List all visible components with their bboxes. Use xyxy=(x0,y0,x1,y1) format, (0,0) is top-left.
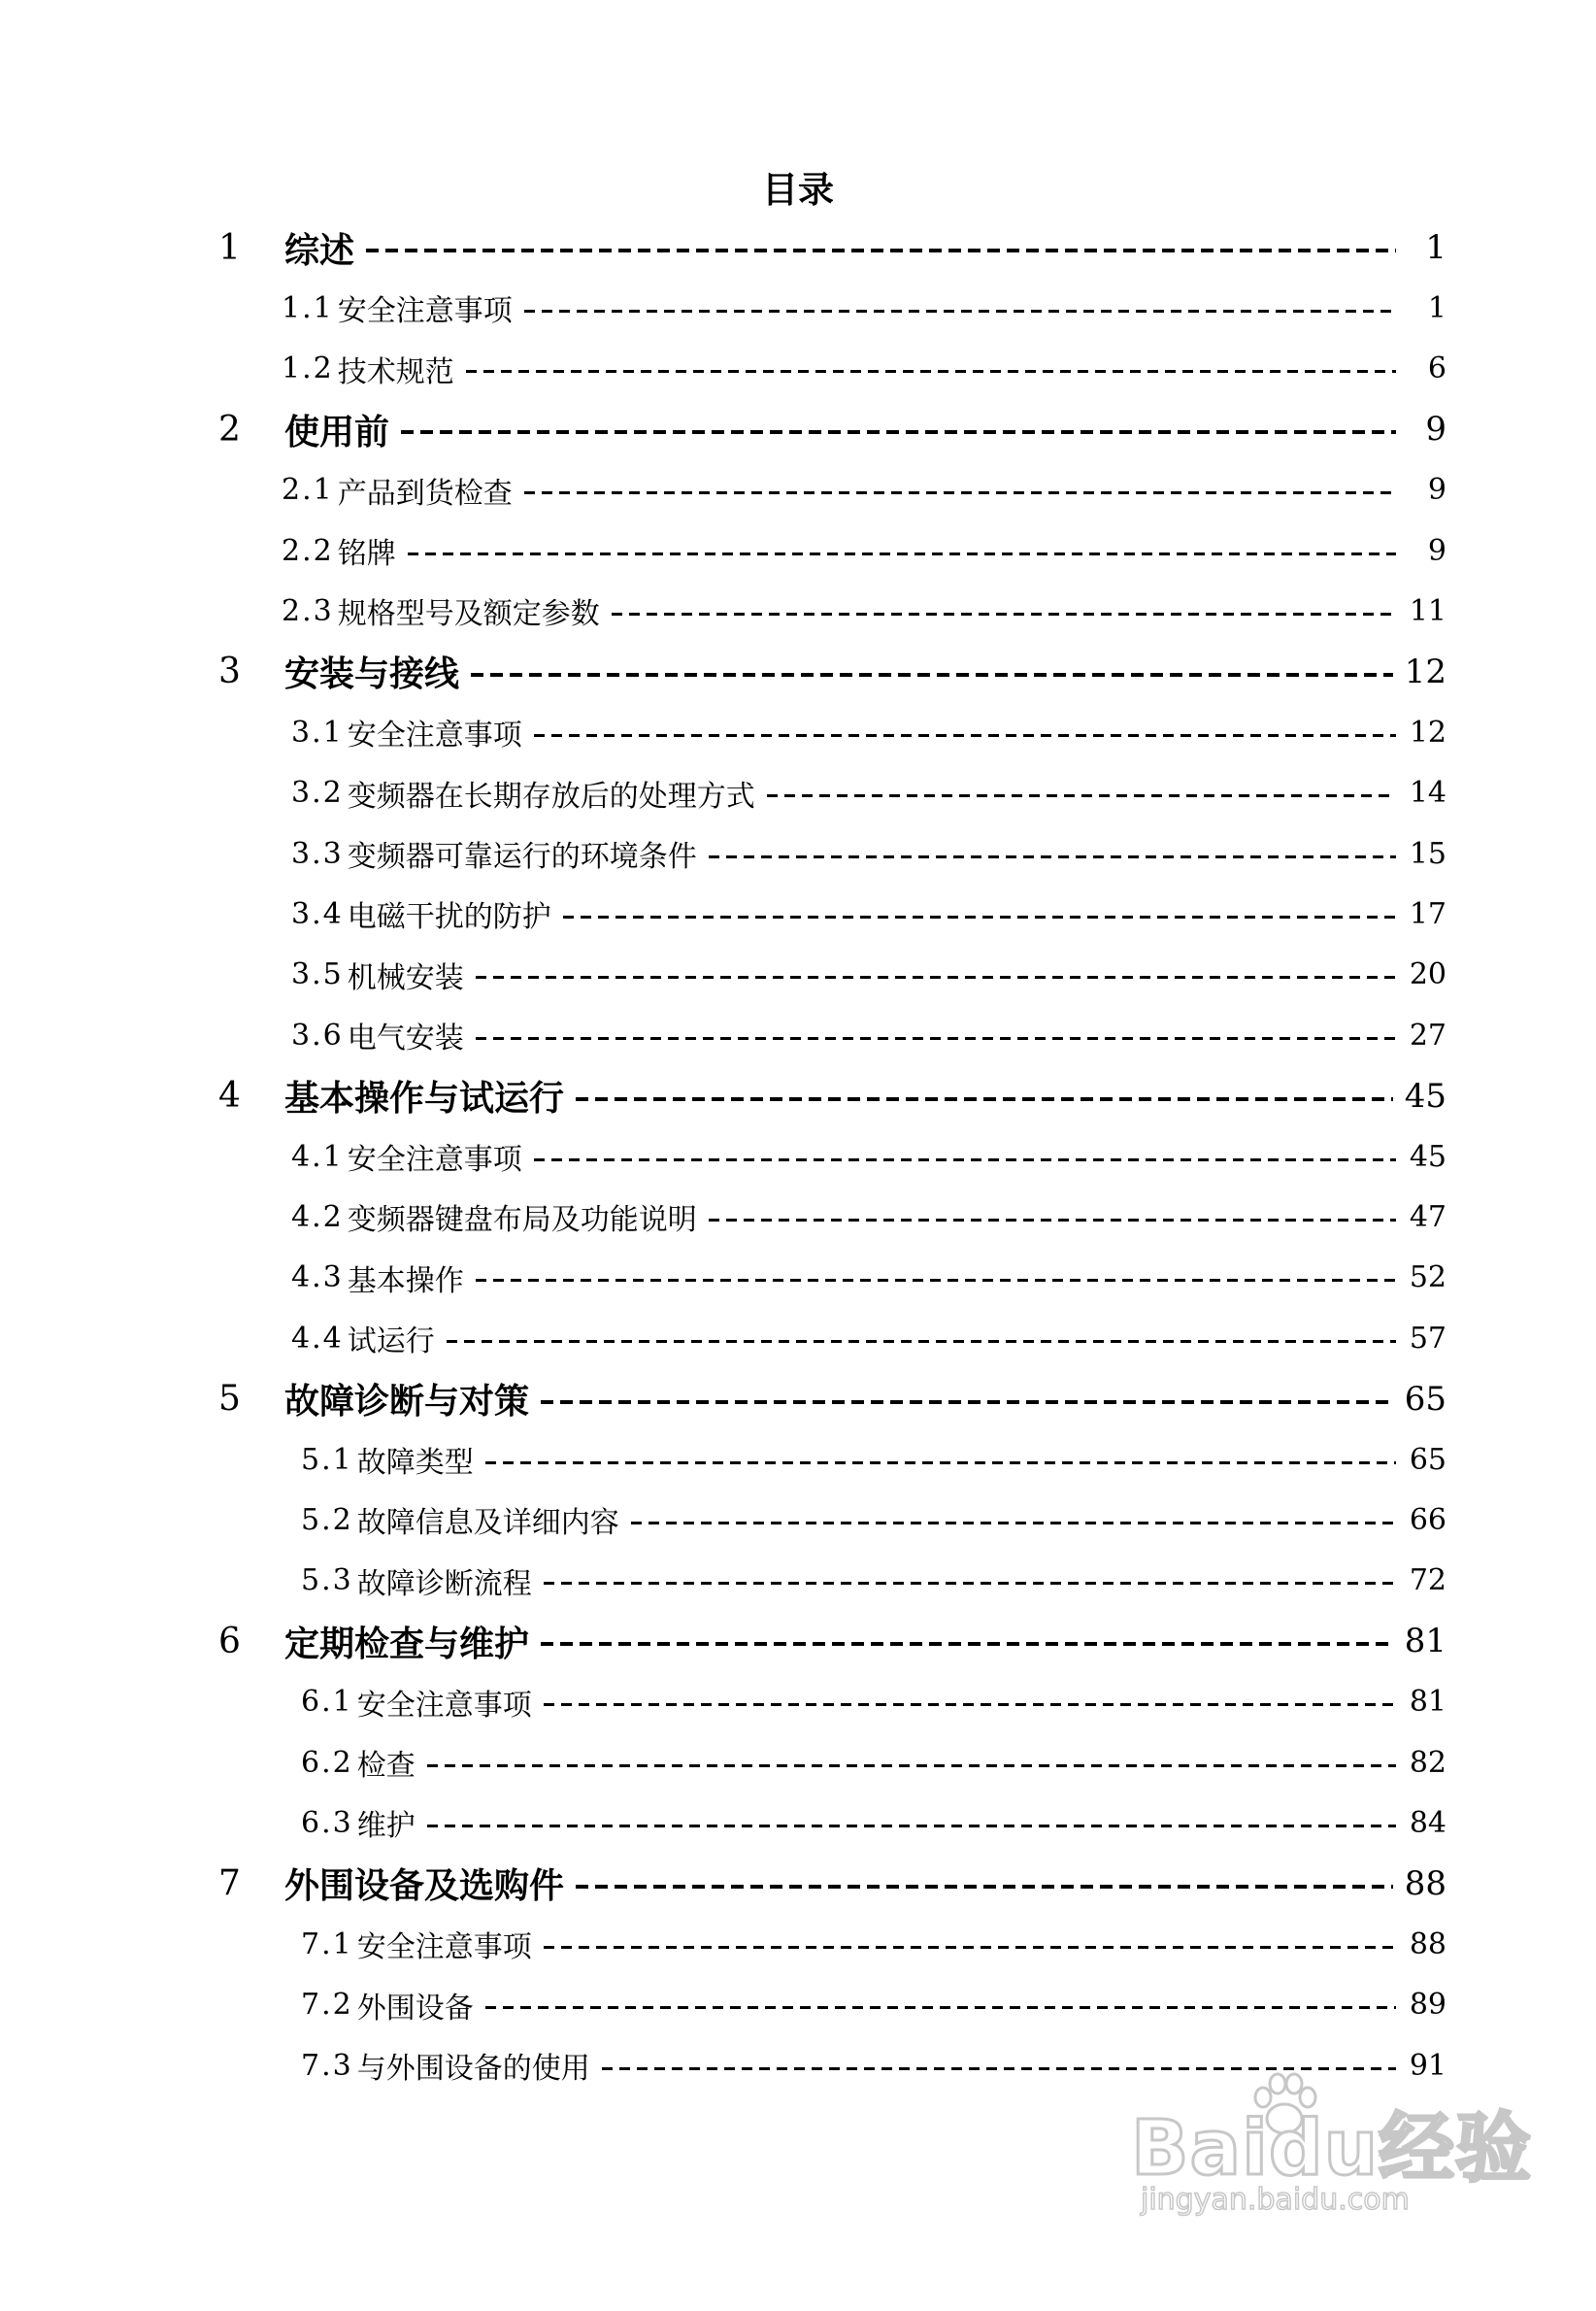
section-number: 7.1 xyxy=(301,1926,353,1961)
section-number: 6.2 xyxy=(301,1745,353,1780)
toc-section-row xyxy=(291,1132,1446,1181)
chapter-page-number: 81 xyxy=(1404,1622,1446,1661)
section-page-number: 20 xyxy=(1409,957,1446,992)
toc-section-row xyxy=(291,1011,1446,1059)
chapter-title: 定期检查与维护 xyxy=(284,1624,530,1664)
dot-leader xyxy=(544,1703,1396,1706)
dot-leader xyxy=(767,794,1396,797)
section-title: 变频器键盘布局及功能说明 xyxy=(347,1203,697,1238)
section-page-number: 57 xyxy=(1409,1321,1446,1356)
section-title: 外围设备 xyxy=(356,1991,474,2026)
section-number: 6.1 xyxy=(301,1685,353,1720)
section-number: 4.4 xyxy=(291,1321,344,1356)
toc-section-row xyxy=(301,1738,1446,1787)
section-number: 5.2 xyxy=(301,1502,353,1537)
dot-leader xyxy=(544,1946,1396,1949)
dot-leader xyxy=(524,491,1396,494)
section-page-number: 84 xyxy=(1409,1805,1446,1840)
chapter-number: 4 xyxy=(218,1076,241,1117)
toc-section-row xyxy=(301,1557,1446,1605)
section-title: 电气安装 xyxy=(347,1022,464,1056)
dot-leader xyxy=(427,1764,1396,1767)
section-title: 铭牌 xyxy=(337,537,396,571)
chapter-page-number: 12 xyxy=(1404,652,1446,691)
section-number: 5.1 xyxy=(301,1442,353,1477)
section-page-number: 14 xyxy=(1409,776,1446,811)
section-page-number: 88 xyxy=(1409,1926,1446,1961)
section-title: 检查 xyxy=(356,1749,416,1783)
section-title: 产品到货检查 xyxy=(337,476,513,511)
section-title: 安全注意事项 xyxy=(347,1143,522,1177)
section-title: 规格型号及额定参数 xyxy=(337,597,600,632)
toc-section-row xyxy=(301,1920,1446,1968)
toc-section-row xyxy=(291,708,1446,756)
dot-leader xyxy=(534,734,1396,737)
section-number: 2.3 xyxy=(282,593,334,628)
dot-leader xyxy=(401,430,1396,434)
watermark-logo-text: Baidu经验 xyxy=(1131,2105,1533,2193)
toc-section-row xyxy=(282,526,1446,575)
dot-leader xyxy=(485,1461,1396,1464)
chapter-number: 3 xyxy=(218,652,241,692)
section-title: 试运行 xyxy=(347,1324,435,1359)
section-page-number: 91 xyxy=(1409,2048,1446,2083)
toc-chapter-row xyxy=(218,1072,1446,1121)
chapter-number: 7 xyxy=(218,1863,241,1904)
toc-section-row xyxy=(301,1798,1446,1847)
toc-section-row xyxy=(291,1314,1446,1362)
dot-leader xyxy=(466,370,1396,373)
watermark-url: jingyan.baidu.com xyxy=(1141,2183,1410,2217)
section-number: 1.2 xyxy=(282,352,334,386)
section-page-number: 9 xyxy=(1427,533,1446,568)
chapter-title: 综述 xyxy=(284,230,355,271)
section-page-number: 27 xyxy=(1409,1018,1446,1053)
toc-section-row xyxy=(291,1254,1446,1302)
section-title: 与外围设备的使用 xyxy=(356,2052,590,2086)
chapter-number: 1 xyxy=(218,227,241,268)
dot-leader xyxy=(524,310,1396,313)
toc-section-row xyxy=(301,1981,1446,2029)
dot-leader xyxy=(447,1340,1396,1343)
section-number: 3.3 xyxy=(291,836,344,871)
section-number: 4.1 xyxy=(291,1139,344,1174)
toc-chapter-row xyxy=(218,1617,1446,1665)
section-title: 变频器在长期存放后的处理方式 xyxy=(347,779,755,814)
toc-section-row xyxy=(291,889,1446,938)
chapter-page-number: 65 xyxy=(1404,1379,1446,1419)
section-page-number: 9 xyxy=(1427,473,1446,508)
section-page-number: 52 xyxy=(1409,1260,1446,1295)
section-title: 故障诊断流程 xyxy=(356,1566,532,1601)
toc-section-row xyxy=(282,284,1446,332)
section-page-number: 89 xyxy=(1409,1988,1446,2023)
dot-leader xyxy=(408,553,1396,555)
section-number: 3.2 xyxy=(291,776,344,811)
dot-leader xyxy=(576,1885,1393,1889)
section-page-number: 66 xyxy=(1409,1502,1446,1537)
section-page-number: 65 xyxy=(1409,1442,1446,1477)
section-page-number: 12 xyxy=(1409,715,1446,750)
toc-section-row xyxy=(291,829,1446,878)
section-title: 变频器可靠运行的环境条件 xyxy=(347,840,697,874)
dot-leader xyxy=(631,1522,1396,1524)
toc-title: 目录 xyxy=(762,169,834,211)
section-page-number: 45 xyxy=(1409,1139,1446,1174)
chapter-page-number: 1 xyxy=(1425,228,1446,267)
toc-section-row xyxy=(291,769,1446,818)
dot-leader xyxy=(563,916,1396,919)
chapter-title: 使用前 xyxy=(284,412,390,452)
section-number: 7.2 xyxy=(301,1988,353,2023)
toc-chapter-row xyxy=(218,223,1446,272)
section-page-number: 72 xyxy=(1409,1563,1446,1598)
toc-chapter-row xyxy=(218,648,1446,696)
section-page-number: 6 xyxy=(1427,352,1446,386)
dot-leader xyxy=(544,1582,1396,1585)
section-title: 安全注意事项 xyxy=(356,1688,532,1723)
chapter-number: 5 xyxy=(218,1379,241,1420)
section-number: 6.3 xyxy=(301,1805,353,1840)
section-page-number: 17 xyxy=(1409,896,1446,931)
chapter-title: 基本操作与试运行 xyxy=(284,1079,565,1120)
chapter-page-number: 9 xyxy=(1425,410,1446,450)
toc-section-row xyxy=(282,345,1446,393)
section-title: 安全注意事项 xyxy=(347,719,522,754)
dot-leader xyxy=(541,1642,1393,1646)
toc-chapter-row xyxy=(218,1859,1446,1908)
chapter-title: 故障诊断与对策 xyxy=(284,1382,530,1423)
baidu-jingyan-watermark xyxy=(1131,2078,1539,2224)
toc-section-row xyxy=(301,1435,1446,1484)
section-number: 2.2 xyxy=(282,533,334,568)
section-title: 机械安装 xyxy=(347,960,464,995)
section-number: 2.1 xyxy=(282,473,334,508)
chapter-title: 外围设备及选购件 xyxy=(284,1866,565,1907)
toc-section-row xyxy=(301,1678,1446,1726)
dot-leader xyxy=(576,1097,1393,1101)
section-page-number: 81 xyxy=(1409,1685,1446,1720)
toc-section-row xyxy=(291,951,1446,999)
section-title: 技术规范 xyxy=(337,354,454,389)
chapter-title: 安装与接线 xyxy=(284,654,460,695)
dot-leader xyxy=(476,1037,1396,1040)
section-number: 7.3 xyxy=(301,2048,353,2083)
section-number: 3.1 xyxy=(291,715,344,750)
section-title: 电磁干扰的防护 xyxy=(347,900,551,935)
dot-leader xyxy=(476,976,1396,979)
section-title: 故障信息及详细内容 xyxy=(356,1506,619,1541)
dot-leader xyxy=(476,1279,1396,1282)
toc-chapter-row xyxy=(218,1375,1446,1423)
dot-leader xyxy=(471,673,1393,677)
dot-leader xyxy=(541,1400,1393,1404)
dot-leader xyxy=(709,1219,1396,1222)
section-title: 故障类型 xyxy=(356,1446,474,1480)
section-number: 4.2 xyxy=(291,1199,344,1234)
section-number: 1.1 xyxy=(282,290,334,325)
section-title: 基本操作 xyxy=(347,1263,464,1298)
dot-leader xyxy=(709,855,1396,858)
dot-leader xyxy=(366,249,1396,252)
toc-chapter-row xyxy=(218,405,1446,453)
section-page-number: 1 xyxy=(1427,290,1446,325)
section-page-number: 82 xyxy=(1409,1745,1446,1780)
section-page-number: 47 xyxy=(1409,1199,1446,1234)
toc-section-row xyxy=(282,466,1446,515)
section-number: 3.5 xyxy=(291,957,344,992)
toc-section-row xyxy=(301,1495,1446,1544)
toc-section-row xyxy=(282,586,1446,635)
section-title: 维护 xyxy=(356,1809,416,1844)
chapter-number: 6 xyxy=(218,1621,241,1661)
dot-leader xyxy=(534,1158,1396,1161)
section-title: 安全注意事项 xyxy=(337,294,513,329)
section-page-number: 11 xyxy=(1409,593,1446,628)
chapter-number: 2 xyxy=(218,409,241,450)
section-title: 安全注意事项 xyxy=(356,1930,532,1965)
toc-section-row xyxy=(291,1192,1446,1241)
dot-leader xyxy=(612,613,1396,616)
section-number: 3.4 xyxy=(291,896,344,931)
dot-leader xyxy=(427,1825,1396,1827)
section-number: 5.3 xyxy=(301,1563,353,1598)
section-number: 4.3 xyxy=(291,1260,344,1295)
dot-leader xyxy=(485,2006,1396,2009)
section-page-number: 15 xyxy=(1409,836,1446,871)
section-number: 3.6 xyxy=(291,1018,344,1053)
chapter-page-number: 45 xyxy=(1404,1076,1446,1116)
chapter-page-number: 88 xyxy=(1404,1863,1446,1903)
